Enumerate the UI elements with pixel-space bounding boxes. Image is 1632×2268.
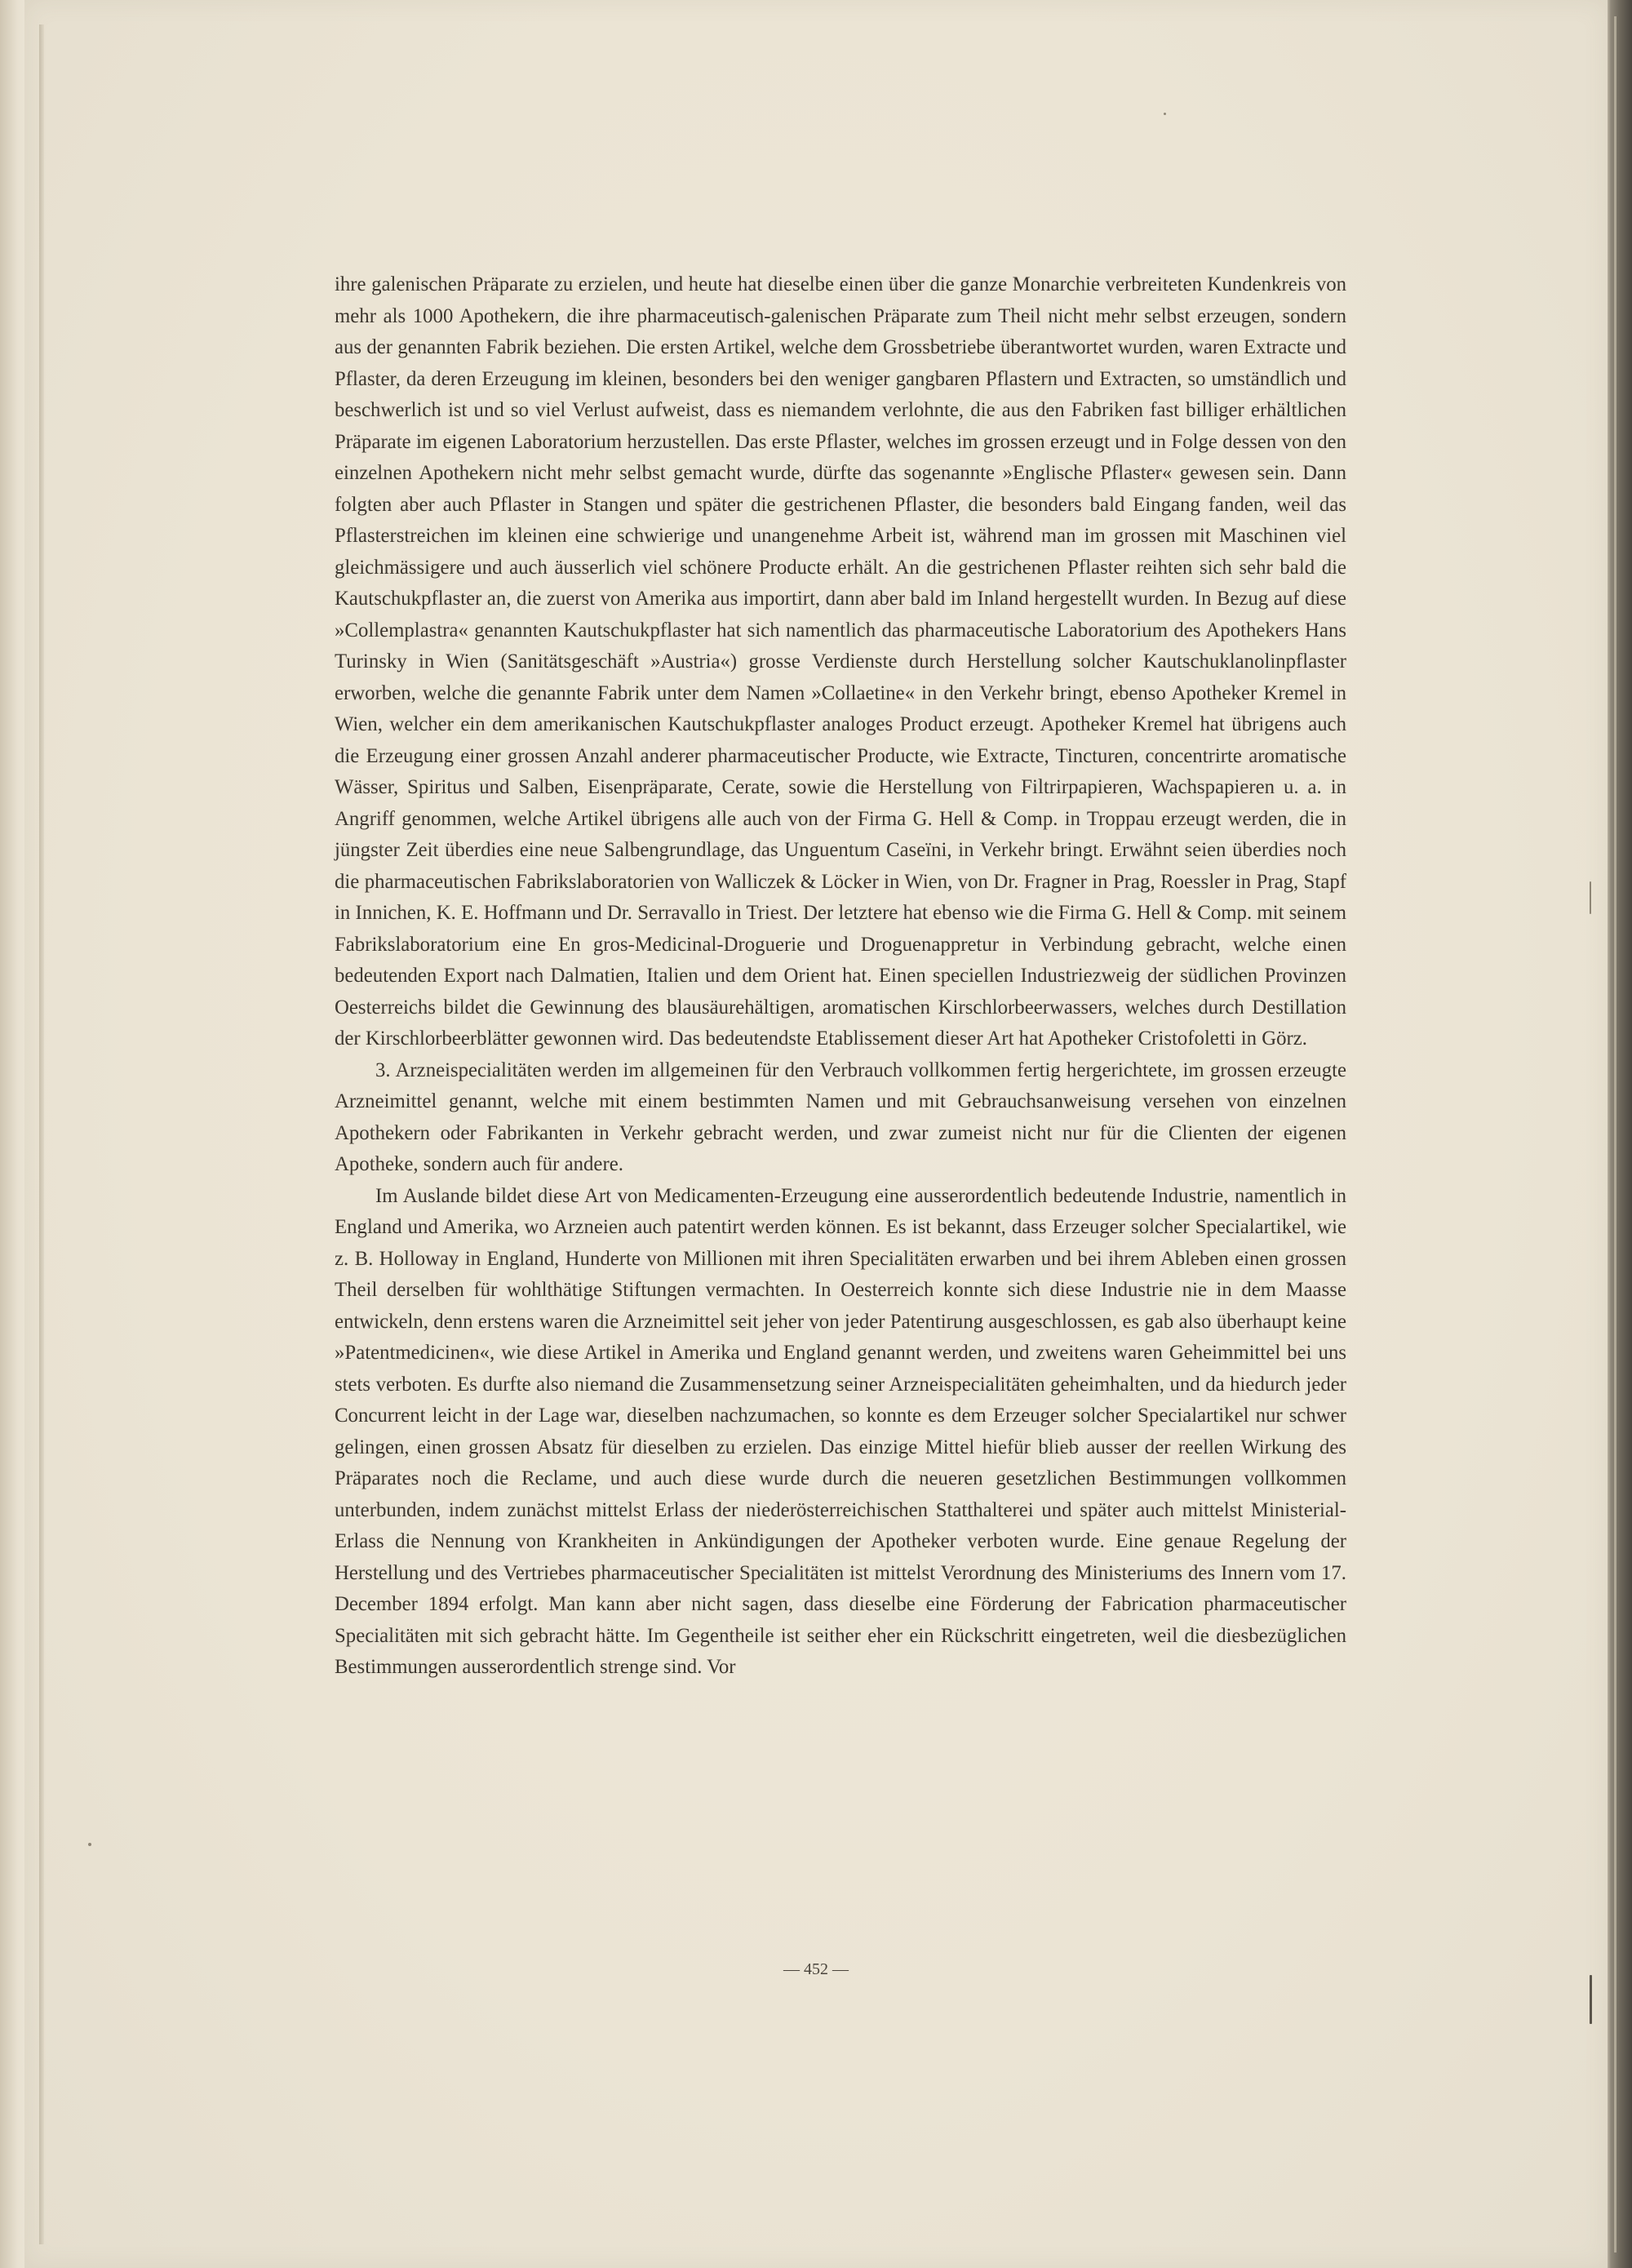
paragraph-auslande: Im Auslande bildet diese Art von Medicamenten-Erzeugung eine ausserordentlich bedeutende Industrie, namentlich in England und Amerika, wo Arzneien auch patentirt werden können. Es ist bekannt, dass Erzeuger solcher Specialartikel, wie z. B. Holloway in England, Hunderte von Millionen mit ihren Specialitäten erwarben und bei ihrem Ableben einen grossen Theil derselben für wohlthätige Stiftungen vermachten. In Oesterreich konnte sich diese Industrie nie in dem Maasse entwickeln, denn erstens waren die Arzneimittel seit jeher von jeder Patentirung ausgeschlossen, es gab also überhaupt keine »Patentmedicinen«, wie diese Artikel in Amerika und England genannt werden, und zweitens waren Geheimmittel bei uns stets verboten. Es durfte also niemand die Zusammensetzung seiner Arzneispecialitäten geheimhalten, und da hiedurch jeder Concurrent leicht in der Lage war, dieselben nachzumachen, so konnte es dem Erzeuger solcher Specialartikel nur schwer gelingen, einen grossen Absatz für dieselben zu erzielen. Das einzige Mittel hiefür blieb ausser der reellen Wirkung des Präparates noch die Reclame, und auch diese wurde durch die neueren gesetzlichen Bestimmungen vollkommen unterbunden, indem zunächst mittelst Erlass der niederösterreichischen Statthalterei und später auch mittelst Ministerial-Erlass die Nennung von Krankheiten in Ankündigungen der Apotheker verboten wurde. Eine genaue Regelung der Herstellung und des Vertriebes pharmaceutischer Specialitäten ist mittelst Verordnung des Ministeriums des Innern vom 17. December 1894 erfolgt. Man kann aber nicht sagen, dass dieselbe eine Förderung der Fabrication pharmaceutischer Specialitäten mit sich gebracht hätte. Im Gegentheile ist seither eher ein Rückschritt eingetreten, weil die diesbezüglichen Bestimmungen ausserordentlich strenge sind. Vor [335,1184,1346,1678]
paragraph-continuation: ihre galenischen Präparate zu erzielen, und heute hat dieselbe einen über die ganze Monarchie verbreiteten Kundenkreis von mehr als 1000 Apothekern, die ihre pharmaceutisch-galenischen Präparate zum Theil nicht mehr selbst erzeugen, sondern aus der genannten Fabrik beziehen. Die ersten Artikel, welche dem Grossbetriebe überantwortet wurden, waren Extracte und Pflaster, da deren Erzeugung im kleinen, besonders bei den weniger gangbaren Pflastern und Extracten, so umständlich und beschwerlich ist und so viel Verlust aufweist, dass es niemandem verlohnte, die aus den Fabriken fast billiger erhältlichen Präparate im eigenen Laboratorium herzustellen. Das erste Pflaster, welches im grossen erzeugt und in Folge dessen von den einzelnen Apothekern nicht mehr selbst gemacht wurde, dürfte das sogenannte »Englische Pflaster« gewesen sein. Dann folgten aber auch Pflaster in Stangen und später die gestrichenen Pflaster, die besonders bald Eingang fanden, weil das Pflasterstreichen im kleinen eine schwierige und unangenehme Arbeit ist, während man im grossen mit Maschinen viel gleichmässigere und auch äusserlich viel schönere Producte erhält. An die gestrichenen Pflaster reihten sich sehr bald die Kautschukpflaster an, die zuerst von Amerika aus importirt, dann aber bald im Inland hergestellt wurden. In Bezug auf diese »Collemplastra« genannten Kautschukpflaster hat sich namentlich das pharmaceutische Laboratorium des Apothekers Hans Turinsky in Wien (Sanitätsgeschäft »Austria«) grosse Verdienste durch Herstellung solcher Kautschuklanolinpflaster erworben, welche die genannte Fabrik unter dem Namen »Collaetine« in den Verkehr bringt, ebenso Apotheker Kremel in Wien, welcher ein dem amerikanischen Kautschukpflaster analoges Product erzeugt. Apotheker Kremel hat übrigens auch die Erzeugung einer grossen Anzahl anderer pharmaceutischer Producte, wie Extracte, Tincturen, concentrirte aromatische Wässer, Spiritus und Salben, Eisenpräparate, Cerate, sowie die Herstellung von Filtrirpapieren, Wachspapieren u. a. in Angriff genommen, welche Artikel übrigens alle auch von der Firma G. Hell & Comp. in Troppau erzeugt werden, die in jüngster Zeit überdies eine neue Salbengrundlage, das Unguentum Caseïni, in Verkehr bringt. Erwähnt seien überdies noch die pharmaceutischen Fabrikslaboratorien von Walliczek & Löcker in Wien, von Dr. Fragner in Prag, Roessler in Prag, Stapf in Innichen, K. E. Hoffmann und Dr. Serravallo in Triest. Der letztere hat ebenso wie die Firma G. Hell & Comp. mit seinem Fabrikslaboratorium eine En gros-Medicinal-Droguerie und Droguenappretur in Verbindung gebracht, welche einen bedeutenden Export nach Dalmatien, Italien und dem Orient hat. Einen speciellen Industriezweig der südlichen Provinzen Oesterreichs bildet die Gewinnung des blausäurehältigen, aromatischen Kirschlorbeerwassers, welches durch Destillation der Kirschlorbeerblätter gewonnen wird. Das bedeutendste Etablissement dieser Art hat Apotheker Cristofoletti in Görz. [335,273,1346,1050]
paper-speck [1590,881,1591,914]
page-number: — 452 — [783,1960,849,1978]
paper-speck [88,1843,91,1846]
paragraph-arzneispecialitaeten: 3. Arzneispecialitäten werden im allgemeinen für den Verbrauch vollkommen fertig hergerichtete, im grossen erzeugte Arzneimittel genannt, welche mit einem bestimmten Namen und mit Gebrauchsanweisung versehen von einzelnen Apothekern oder Fabrikanten in Verkehr gebracht werden, und zwar zumeist nicht nur für die Clienten der eigenen Apotheke, sondern auch für andere. [335,1059,1346,1175]
body-text [335,269,1346,1684]
paper-speck [1164,113,1166,115]
page-left-edge [39,24,44,2244]
paper-speck [1590,1975,1592,2024]
page-right-edge [1614,16,1616,2252]
